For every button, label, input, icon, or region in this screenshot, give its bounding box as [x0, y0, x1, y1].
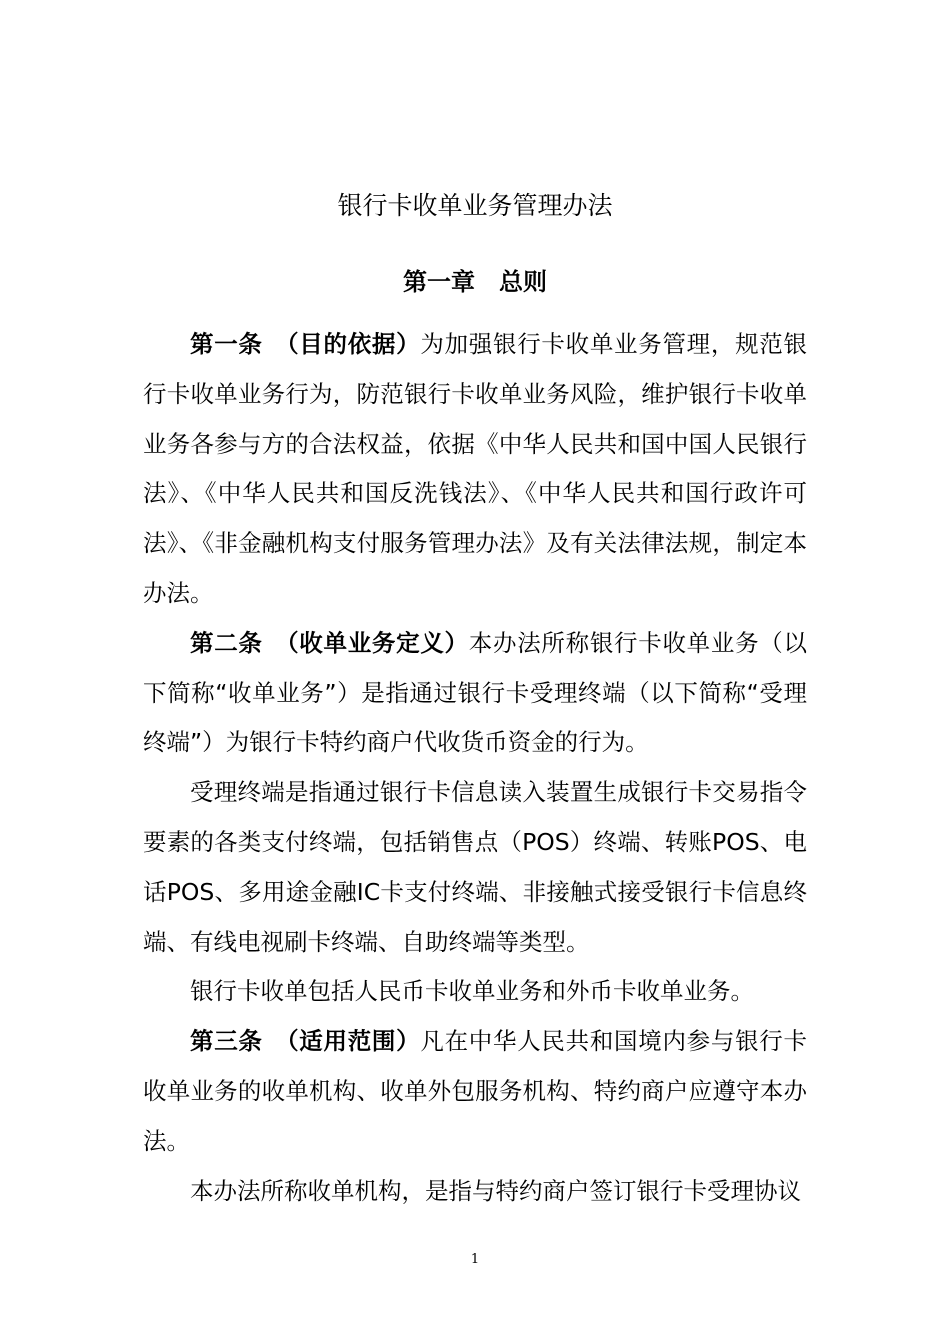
paragraph-text: 本办法所称收单机构，是指与特约商户签订银行卡受理协议: [190, 1176, 801, 1205]
body-text: [143, 320, 807, 1216]
paragraph-text: 受理终端是指通过银行卡信息读入装置生成银行卡交易指令要素的各类支付终端，包括销售点（POS）终端、转账POS、电话POS、多用途金融IC卡支付终端、非接触式接受银行卡信息终端、有线电视刷卡终端、自助终端等类型。: [143, 778, 807, 956]
paragraph-text: 凡在中华人民共和国境内参与银行卡收单业务的收单机构、收单外包服务机构、特约商户应遵守本办法。: [143, 1027, 808, 1155]
paragraph-text: 本办法所称银行卡收单业务（以下简称“收单业务”）是指通过银行卡受理终端（以下简称“受理终端”）为银行卡特约商户代收货币资金的行为。: [143, 628, 808, 757]
paragraph: [143, 619, 807, 768]
chapter-title: 第一章 总则: [403, 268, 547, 296]
paragraph: [143, 1017, 807, 1166]
article-heading: 第三条 （适用范围）: [190, 1027, 421, 1056]
article-heading: 第一条 （目的依据）: [190, 330, 421, 358]
paragraph: [143, 1167, 807, 1217]
paragraph-text: 银行卡收单包括人民币卡收单业务和外币卡收单业务。: [190, 977, 754, 1006]
page-number: 1: [470, 1252, 480, 1267]
paragraph: [143, 967, 807, 1017]
page-title: 银行卡收单业务管理办法: [337, 191, 613, 220]
article-heading: 第二条 （收单业务定义）: [190, 628, 469, 657]
paragraph-text: 为加强银行卡收单业务管理，规范银行卡收单业务行为，防范银行卡收单业务风险，维护银行卡收单业务各参与方的合法权益，依据《中华人民共和国中国人民银行法》、《中华人民共和国反洗钱法》、《中华人民共和国行政许可法》、《非金融机构支付服务管理办法》及有关法律法规，制定本办法。: [143, 330, 808, 607]
paragraph: [143, 320, 807, 619]
paragraph: [143, 768, 807, 967]
